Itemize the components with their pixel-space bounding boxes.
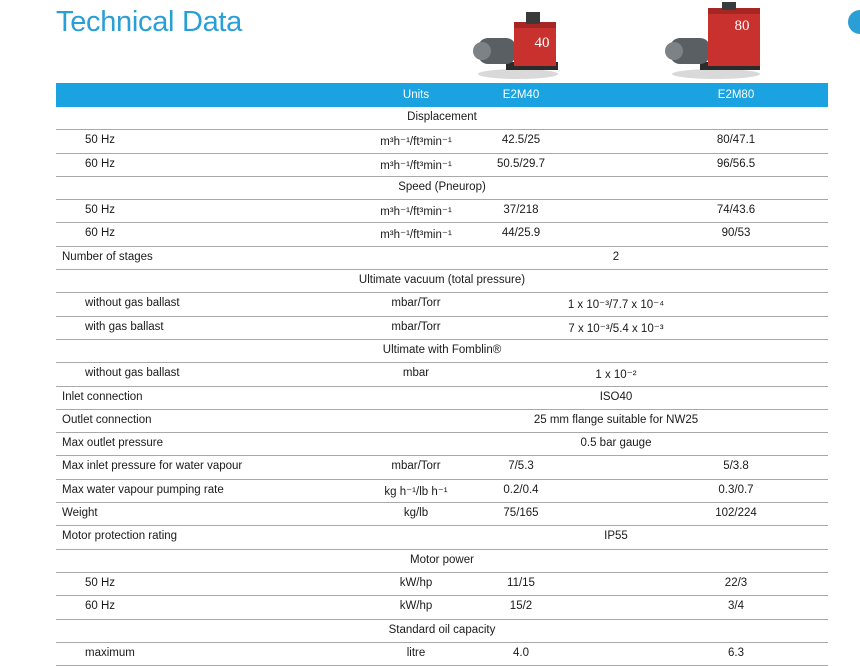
row-units: m³h⁻¹/ft³min⁻¹ xyxy=(380,206,452,219)
value-e2m40: 37/218 xyxy=(503,204,539,217)
value-e2m80: 0.3/0.7 xyxy=(718,483,754,496)
row-label: Max inlet pressure for water vapour xyxy=(62,460,243,473)
table-row xyxy=(56,293,828,316)
row-label: Max water vapour pumping rate xyxy=(62,483,224,496)
section-title: Ultimate with Fomblin® xyxy=(382,343,502,356)
section-row xyxy=(56,107,828,130)
section-title: Ultimate vacuum (total pressure) xyxy=(358,274,526,287)
value-e2m40: 44/25.9 xyxy=(501,227,541,240)
row-units: mbar/Torr xyxy=(391,297,441,310)
row-label: 50 Hz xyxy=(85,204,116,217)
table-row xyxy=(56,433,828,456)
table-row xyxy=(56,247,828,270)
row-units: mbar/Torr xyxy=(391,320,441,333)
row-label: without gas ballast xyxy=(85,367,180,380)
technical-data-table xyxy=(56,83,828,666)
table-row xyxy=(56,223,828,246)
pump-e2m40-image xyxy=(470,0,562,82)
section-title: Displacement xyxy=(407,111,477,123)
table-header xyxy=(56,83,828,107)
row-units: mbar xyxy=(402,367,430,380)
value-e2m40: 4.0 xyxy=(513,646,529,659)
row-label: Number of stages xyxy=(62,250,153,263)
value-e2m40: 15/2 xyxy=(509,600,533,613)
value-e2m40: 50.5/29.7 xyxy=(497,157,545,170)
value-shared: 1 x 10⁻² xyxy=(595,369,637,382)
table-row xyxy=(56,410,828,433)
value-shared: 2 xyxy=(612,250,620,263)
table-row xyxy=(56,456,828,479)
value-e2m80: 90/53 xyxy=(721,227,751,240)
value-shared: 0.5 bar gauge xyxy=(580,437,652,450)
value-e2m40: 42.5/25 xyxy=(501,134,541,147)
page-title: Technical Data xyxy=(56,6,243,38)
table-row xyxy=(56,130,828,153)
row-units: kg h⁻¹/lb h⁻¹ xyxy=(384,485,448,498)
row-label: Inlet connection xyxy=(62,390,143,403)
value-shared: 25 mm flange suitable for NW25 xyxy=(533,413,699,426)
row-label: 60 Hz xyxy=(85,157,116,170)
table-row xyxy=(56,480,828,503)
value-shared: ISO40 xyxy=(599,390,633,403)
value-shared: 1 x 10⁻³/7.7 x 10⁻⁴ xyxy=(567,299,665,312)
row-label: 60 Hz xyxy=(85,227,116,240)
row-label: Weight xyxy=(62,507,98,520)
section-row xyxy=(56,620,828,643)
table-row xyxy=(56,387,828,410)
value-e2m80: 96/56.5 xyxy=(716,157,756,170)
pump-badge-text: 80 xyxy=(734,18,750,34)
value-e2m80: 80/47.1 xyxy=(716,134,756,147)
corner-circle-icon xyxy=(848,10,860,34)
row-label: 50 Hz xyxy=(85,576,116,589)
section-row xyxy=(56,270,828,293)
row-label: Max outlet pressure xyxy=(62,437,163,450)
row-units: m³h⁻¹/ft³min⁻¹ xyxy=(380,136,452,149)
value-e2m80: 22/3 xyxy=(724,576,748,589)
value-e2m80: 3/4 xyxy=(728,600,744,613)
value-e2m80: 6.3 xyxy=(728,646,744,659)
row-label: without gas ballast xyxy=(85,297,180,310)
pump-badge-text: 40 xyxy=(534,35,550,51)
table-row xyxy=(56,154,828,177)
pump-e2m80-image xyxy=(664,0,764,82)
row-units: kW/hp xyxy=(399,576,433,589)
value-e2m40: 7/5.3 xyxy=(508,460,534,473)
row-label: Motor protection rating xyxy=(62,530,178,543)
header-e2m40: E2M40 xyxy=(502,89,540,101)
value-e2m80: 74/43.6 xyxy=(716,204,756,217)
value-e2m40: 11/15 xyxy=(507,576,535,589)
value-e2m40: 0.2/0.4 xyxy=(503,483,539,496)
row-units: kW/hp xyxy=(399,600,433,613)
row-units: m³h⁻¹/ft³min⁻¹ xyxy=(380,159,452,172)
row-label: Outlet connection xyxy=(62,413,152,426)
value-e2m40: 75/165 xyxy=(503,507,539,520)
row-units: m³h⁻¹/ft³min⁻¹ xyxy=(380,229,452,242)
row-label: 60 Hz xyxy=(85,600,116,613)
section-title: Standard oil capacity xyxy=(388,623,496,636)
section-row xyxy=(56,340,828,363)
section-title: Speed (Pneurop) xyxy=(398,180,486,193)
table-row xyxy=(56,200,828,223)
table-row xyxy=(56,596,828,619)
value-shared: IP55 xyxy=(604,530,628,543)
table-row xyxy=(56,643,828,666)
section-row xyxy=(56,550,828,573)
value-shared: 7 x 10⁻³/5.4 x 10⁻³ xyxy=(568,322,664,335)
section-row xyxy=(56,177,828,200)
table-row xyxy=(56,503,828,526)
table-row xyxy=(56,363,828,386)
table-row xyxy=(56,573,828,596)
table-row xyxy=(56,526,828,549)
value-e2m80: 5/3.8 xyxy=(723,460,749,473)
table-row xyxy=(56,317,828,340)
row-units: mbar/Torr xyxy=(391,460,441,473)
row-units: litre xyxy=(406,646,426,659)
header-units: Units xyxy=(402,89,430,101)
header-e2m80: E2M80 xyxy=(717,89,755,101)
row-units: kg/lb xyxy=(403,507,429,520)
value-e2m80: 102/224 xyxy=(715,507,757,520)
section-title: Motor power xyxy=(410,553,474,566)
row-label: maximum xyxy=(85,646,135,659)
row-label: with gas ballast xyxy=(85,320,164,333)
row-label: 50 Hz xyxy=(85,134,116,147)
